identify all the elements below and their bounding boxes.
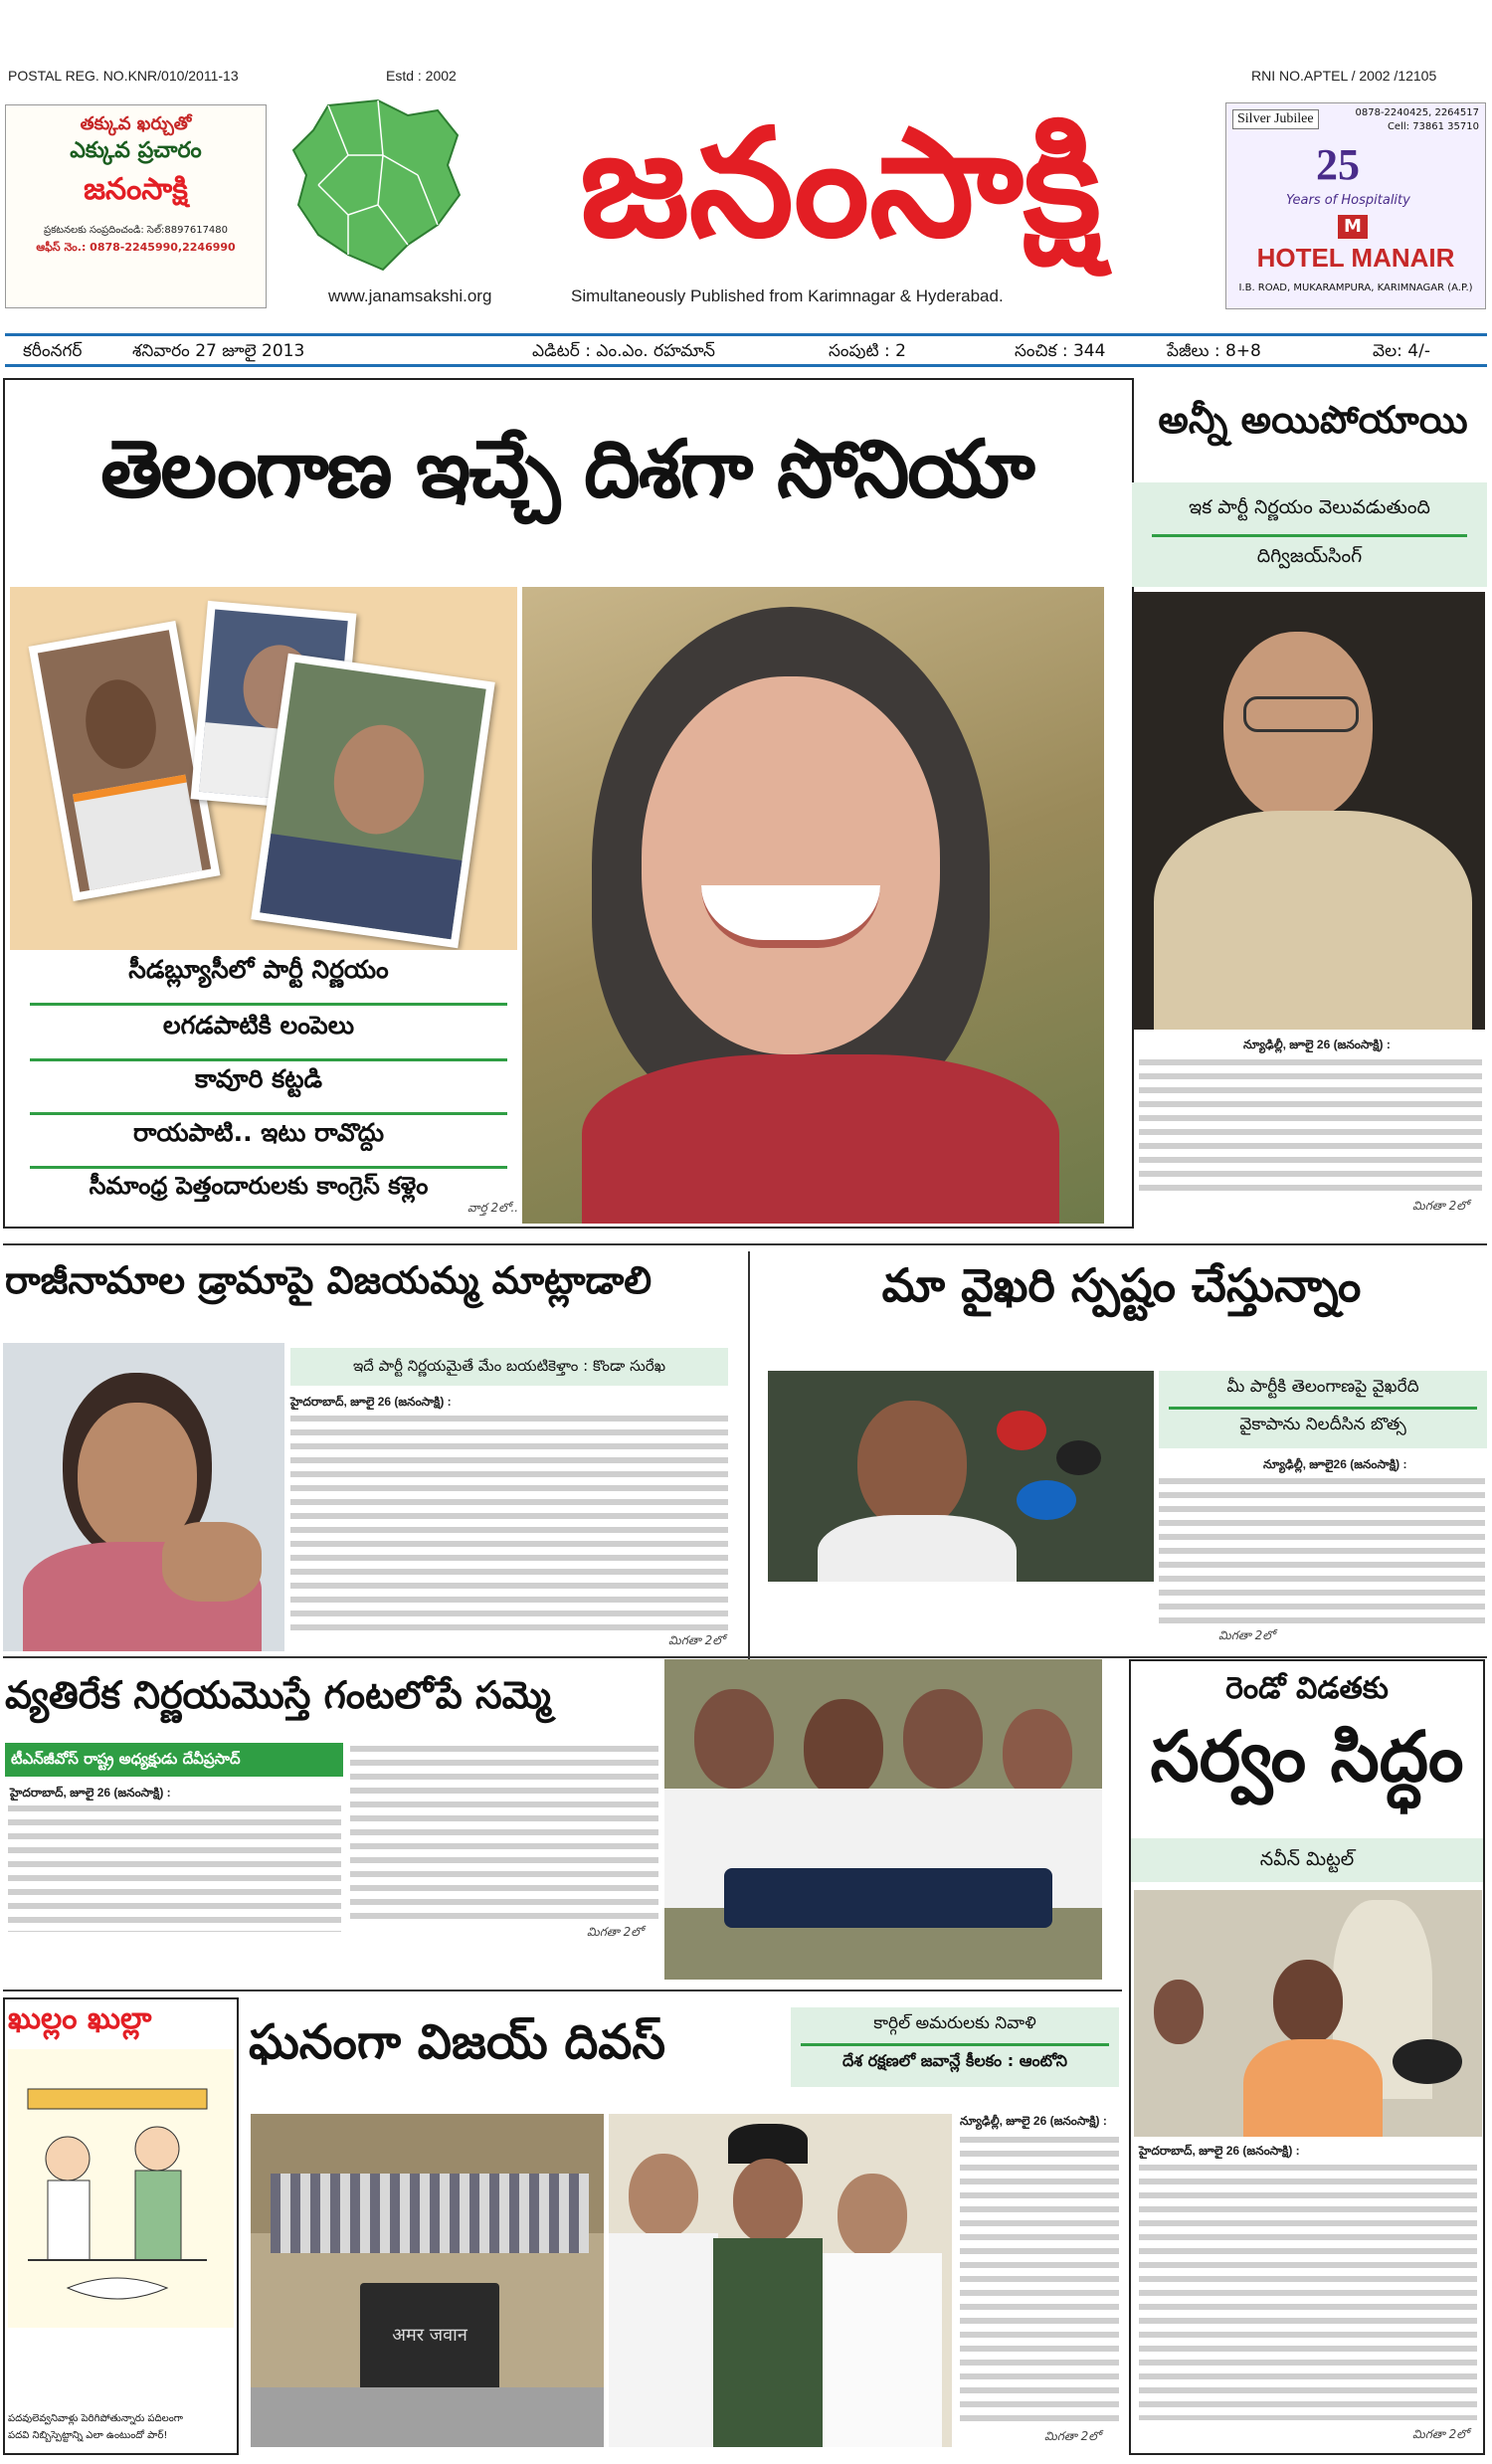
naveen-mittal-photo	[1134, 1890, 1482, 2137]
strike-body-col1	[8, 1802, 341, 1932]
strike-sub: టీఎన్‌జీవోస్ రాష్ట్ర అధ్యక్షుడు దేవీప్రసాద్	[11, 1750, 241, 1768]
bullet-item: సీడబ్ల్యూసీలో పార్టీ నిర్ణయం	[128, 955, 389, 984]
cartoon-drawing	[8, 2049, 234, 2328]
vijayamma-body	[290, 1413, 728, 1631]
mittal-more-link[interactable]: మిగతా 2లో	[1412, 2427, 1469, 2441]
strike-body-col2	[350, 1743, 658, 1922]
press-conference-photo	[664, 1659, 1102, 1980]
botsa-sub-box	[1159, 1371, 1487, 1448]
vijayamma-sub-box	[290, 1348, 728, 1386]
konda-surekha-photo	[3, 1343, 284, 1651]
vijay-diwas-sub2: దేశ రక్షణలో జవాన్లే కీలకం : ఆంటోని	[841, 2051, 1068, 2070]
ad-years-number: 25	[1316, 140, 1360, 189]
amar-jawan-photo	[251, 2114, 604, 2447]
ad-line1: తక్కువ ఖర్చుతో	[80, 113, 192, 134]
telangana-map-icon	[288, 95, 463, 275]
info-bar	[5, 333, 1487, 367]
info-price: వెల: 4/-	[1373, 341, 1430, 361]
ad-address: I.B. ROAD, MUKARAMPURA, KARIMNAGAR (A.P.)	[1238, 283, 1473, 293]
cartoon-title: ఖుల్లం ఖుల్లా	[8, 2001, 152, 2036]
vijay-diwas-more-link[interactable]: మిగతా 2లో	[1044, 2429, 1101, 2443]
vijayamma-dateline: హైదరాబాద్, జూలై 26 (జనంసాక్షి) :	[290, 1395, 452, 1409]
digvijay-byline: దిగ్విజయ్‌సింగ్	[1256, 545, 1363, 567]
info-city: కరీంనగర్	[23, 341, 83, 361]
digvijay-sub: ఇక పార్టీ నిర్ణయం వెలువడుతుంది	[1189, 496, 1430, 518]
ad-contact: ప్రకటనలకు సంప్రదించండి: సెల్:8897617480	[43, 225, 229, 236]
left-ad	[5, 104, 267, 308]
vijay-diwas-headline: ఘనంగా విజయ్ దివస్	[249, 2014, 666, 2070]
mittal-byline: నవీన్ మిట్టల్	[1259, 1848, 1355, 1870]
botsa-dateline: న్యూఢిల్లీ, జూలై26 (జనంసాక్షి) :	[1263, 1457, 1407, 1471]
info-pages: పేజీలు : 8+8	[1167, 341, 1261, 361]
masthead-title: జనంసాక్షి	[580, 97, 1101, 271]
published-note: Simultaneously Published from Karimnagar & Hyderabad.	[571, 286, 1004, 305]
info-issue: సంచిక : 344	[1015, 341, 1106, 361]
digvijay-singh-photo	[1134, 592, 1485, 1030]
vijayamma-headline: రాజీనామాల డ్రామాపై విజయమ్మ మాట్లాడాలి	[5, 1258, 653, 1302]
cartoon-caption2: పదవి నిబ్బిస్పెట్టాన్ని ఎలా ఉంటుందో పార్!	[8, 2430, 168, 2441]
ad-office: ఆఫీస్ నెం.: 0878-2245990,2246990	[36, 241, 236, 254]
hotel-logo-icon: M	[1338, 215, 1368, 239]
vijay-diwas-sub1: కార్గిల్ అమరులకు నివాళి	[873, 2013, 1036, 2033]
info-date: శనివారం 27 జూలై 2013	[132, 341, 305, 361]
digvijay-dateline: న్యూఢిల్లీ, జూలై 26 (జనంసాక్షి) :	[1243, 1038, 1391, 1051]
ad-hotel-name: HOTEL MANAIR	[1256, 243, 1455, 273]
main-headline: తెలంగాణ ఇచ్చే దిశగా సోనియా	[100, 423, 1033, 515]
ad-phone: 0878-2240425, 2264517	[1355, 107, 1479, 118]
mittal-kicker: రెండో విడతకు	[1225, 1671, 1389, 1706]
estd: Estd : 2002	[386, 68, 457, 84]
vijay-diwas-sub-box	[791, 2007, 1119, 2087]
military-officers-photo	[609, 2114, 952, 2447]
vijay-diwas-body	[960, 2134, 1119, 2422]
vijayamma-more-link[interactable]: మిగతా 2లో	[668, 1633, 725, 1647]
botsa-body	[1159, 1475, 1485, 1624]
mittal-body	[1139, 2162, 1477, 2420]
digvijay-body	[1139, 1056, 1482, 1196]
cartoon-caption: పదవులెవ్వనివాళ్లు పెరిగిపోతున్నారు పదిలంగా	[8, 2413, 184, 2424]
mittal-headline: సర్వం సిద్ధం	[1150, 1716, 1464, 1798]
digvijay-headline: అన్నీ అయిపోయాయి	[1158, 398, 1468, 442]
ad-years-text: Years of Hospitality	[1286, 193, 1410, 208]
strike-sub-box	[5, 1743, 343, 1777]
ad-brand: జనంసాక్షి	[84, 172, 188, 207]
strike-headline: వ్యతిరేక నిర్ణయమొస్తే గంటలోపే సమ్మె	[5, 1673, 551, 1717]
botsa-headline: మా వైఖరి స్పష్టం చేస్తున్నాం	[881, 1258, 1362, 1312]
strike-dateline: హైదరాబాద్, జూలై 26 (జనంసాక్షి) :	[10, 1786, 171, 1800]
mittal-dateline: హైదరాబాద్, జూలై 26 (జనంసాక్షి) :	[1139, 2144, 1300, 2158]
ad-jubilee: Silver Jubilee	[1232, 109, 1319, 129]
vijay-diwas-dateline: న్యూఢిల్లీ, జూలై 26 (జనంసాక్షి) :	[960, 2114, 1107, 2128]
digvijay-sub-box	[1132, 482, 1487, 587]
botsa-photo	[768, 1371, 1154, 1582]
main-more-link[interactable]: వార్త 2లో..	[467, 1201, 519, 1215]
bullet-item: రాయపాటి.. ఇటు రావొద్దు	[132, 1118, 385, 1147]
bullet-item: లగడపాటికి లంపెలు	[162, 1011, 355, 1040]
postal-reg: POSTAL REG. NO.KNR/010/2011-13	[8, 68, 239, 84]
rni-number: RNI NO.APTEL / 2002 /12105	[1251, 68, 1437, 84]
botsa-sub1: మీ పార్టీకి తెలంగాణపై వైఖరేది	[1226, 1377, 1419, 1397]
digvijay-more-link[interactable]: మిగతా 2లో	[1412, 1199, 1469, 1213]
amar-jawan-text: अमर जवान	[392, 2325, 467, 2346]
ad-cell: Cell: 73861 35710	[1387, 121, 1479, 132]
vijayamma-sub: ఇదే పార్టీ నిర్ణయమైతే మేం బయటికెళ్తాం : కొండా సురేఖ	[352, 1357, 666, 1375]
main-bullets	[10, 955, 507, 1214]
leaders-collage-photo	[10, 587, 517, 950]
mittal-byline-box	[1131, 1838, 1483, 1882]
sonia-gandhi-photo	[522, 587, 1104, 1224]
hotel-ad	[1225, 102, 1486, 309]
botsa-more-link[interactable]: మిగతా 2లో	[1218, 1628, 1275, 1642]
bullet-item: కావూరి కట్టడి	[194, 1064, 322, 1093]
ad-line2: ఎక్కువ ప్రచారం	[70, 138, 202, 163]
bullet-item: సీమాంధ్ర పెత్తందారులకు కాంగ్రెస్ కళ్లెం	[89, 1172, 429, 1200]
info-volume: సంపుటి : 2	[829, 341, 906, 361]
botsa-sub2: వైకాపాను నిలదీసిన బొత్స	[1239, 1415, 1406, 1434]
info-editor: ఎడిటర్ : ఎం.ఎం. రహమాన్	[532, 341, 715, 361]
strike-more-link[interactable]: మిగతా 2లో	[587, 1925, 644, 1939]
website-url[interactable]: www.janamsakshi.org	[328, 286, 492, 305]
